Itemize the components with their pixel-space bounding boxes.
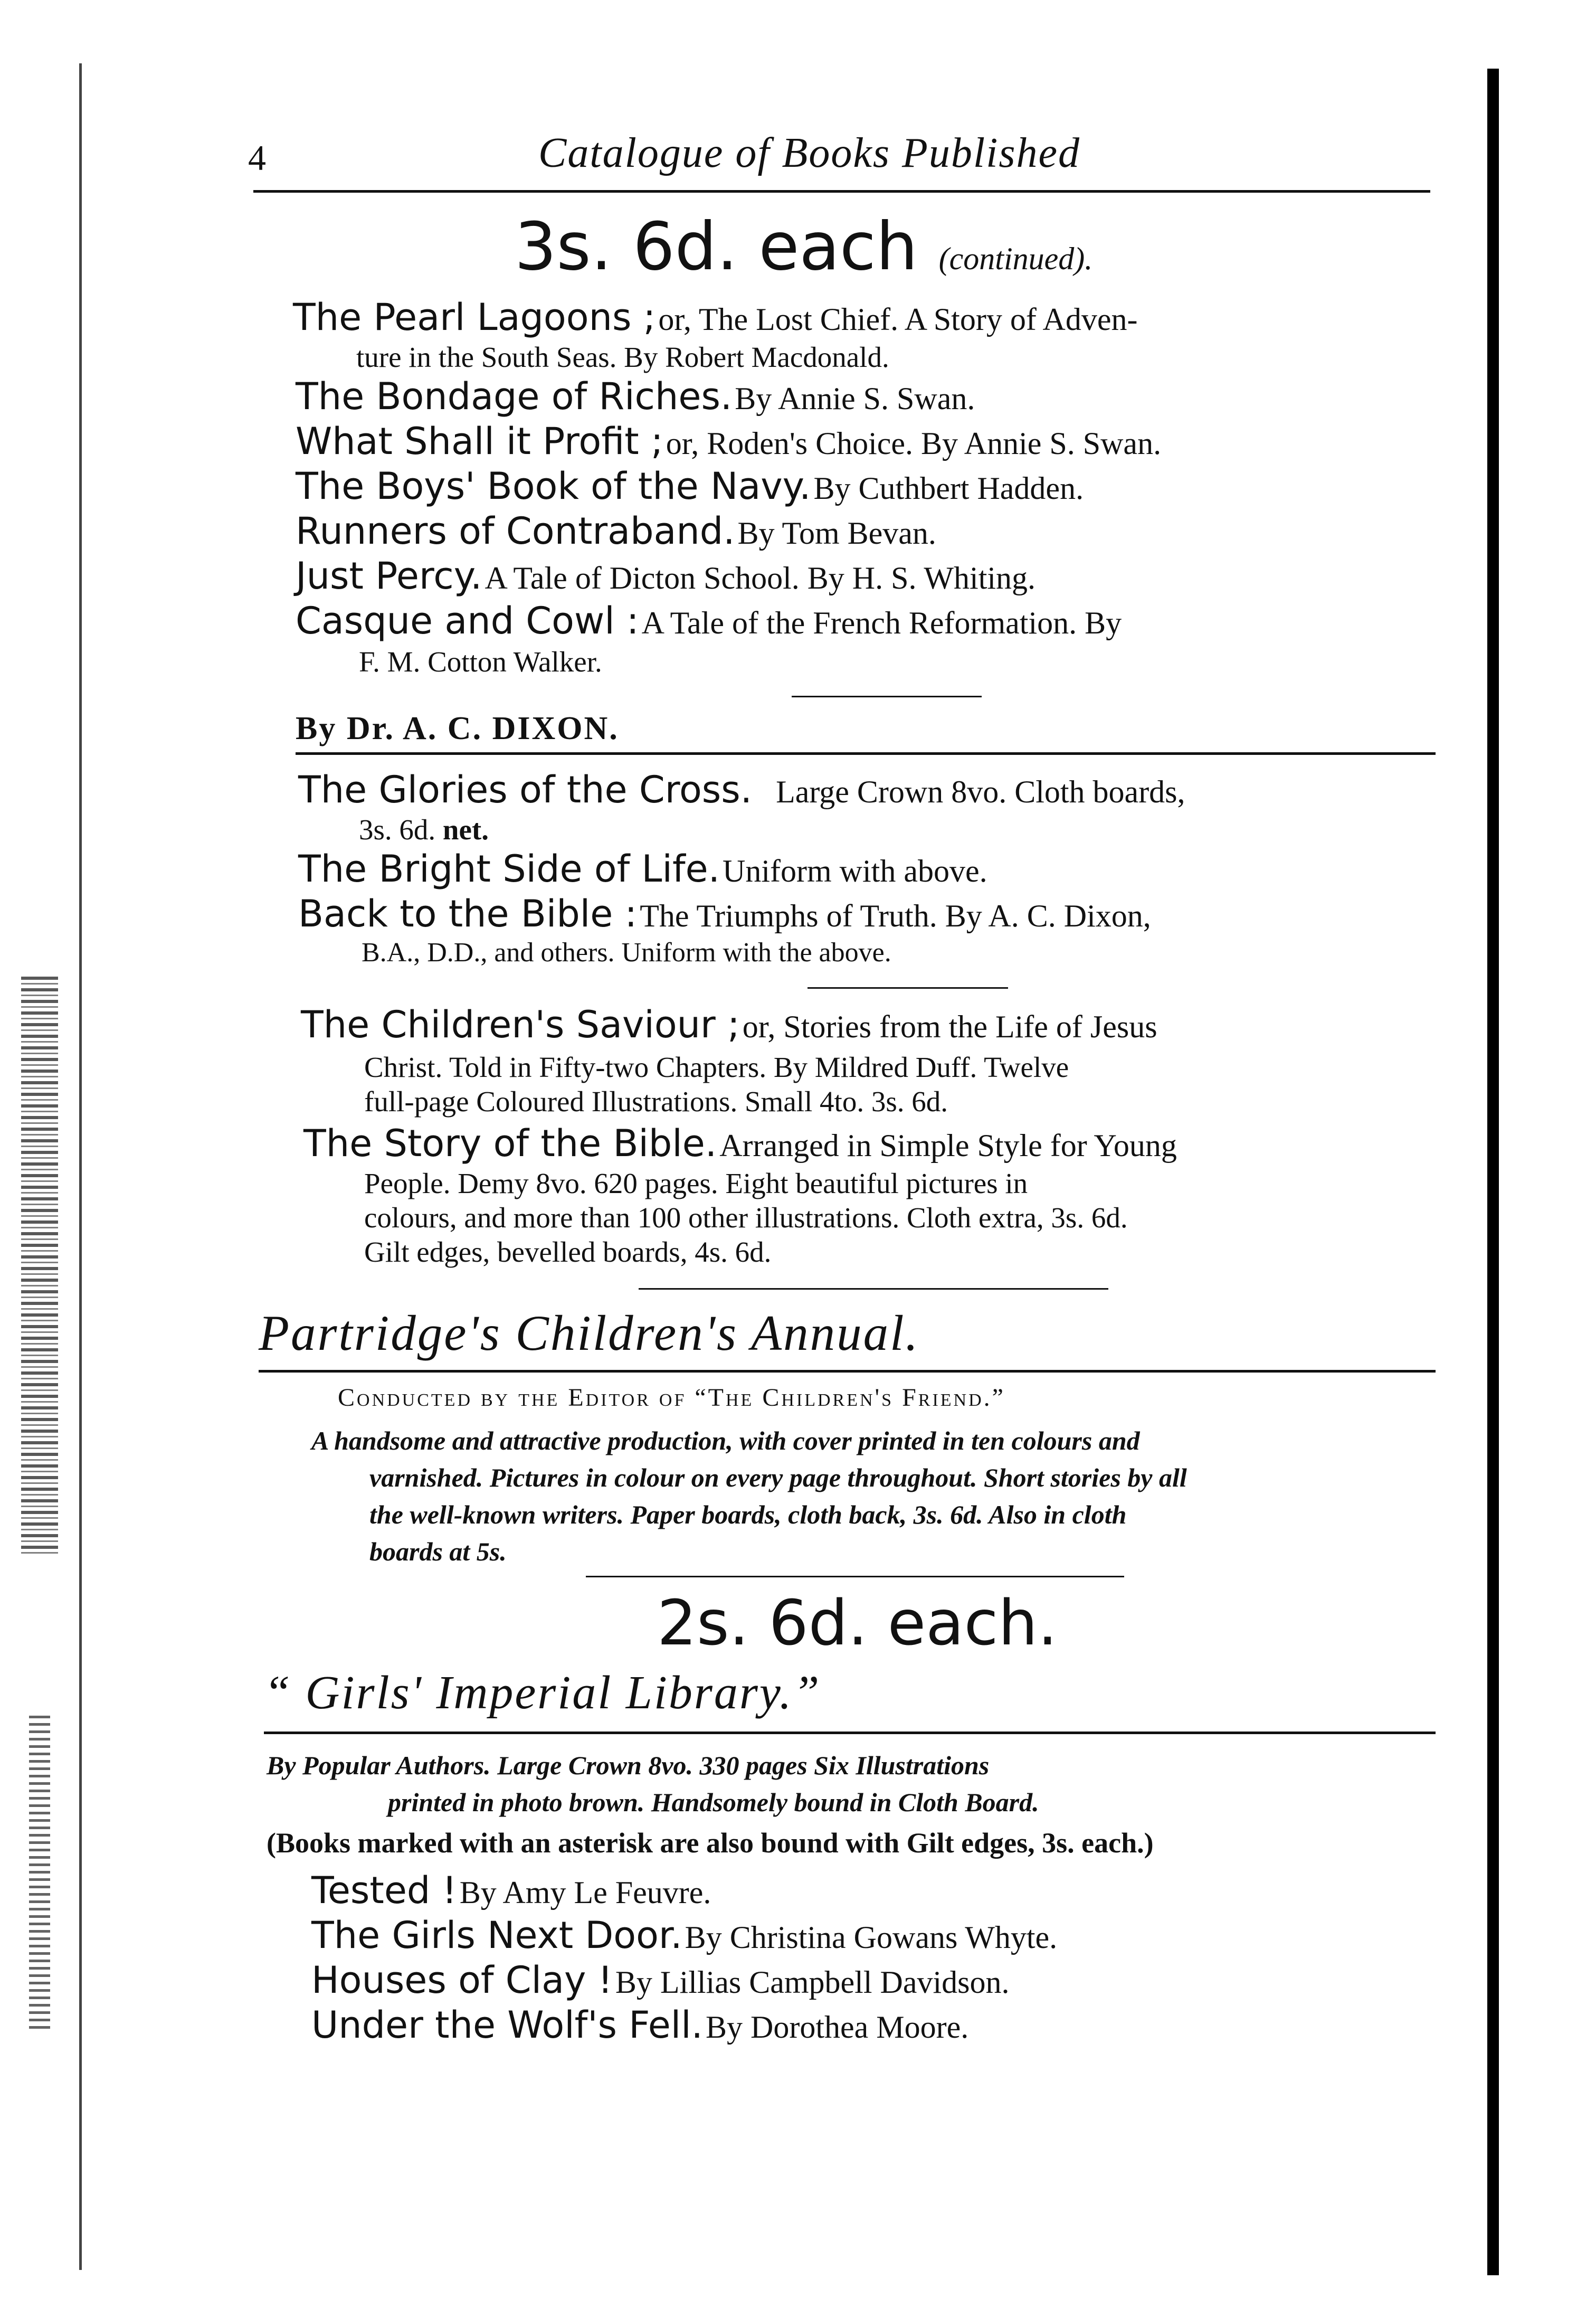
entry-desc: By Dorothea Moore. <box>706 2010 969 2045</box>
entry-story-of-the-bible <box>303 1122 1177 1165</box>
entry-desc: By Amy Le Feuvre. <box>459 1875 711 1910</box>
price-net: net. <box>442 813 489 846</box>
entry-continuation: People. Demy 8vo. 620 pages. Eight beautiful pictures in <box>364 1167 1028 1199</box>
entry-continuation: Christ. Told in Fifty-two Chapters. By Mildred Duff. Twelve <box>364 1051 1069 1083</box>
entry-desc: or, The Lost Chief. A Story of Adven- <box>658 302 1138 337</box>
library-intro-line: printed in photo brown. Handsomely bound in Cloth Board. <box>388 1787 1039 1817</box>
author-heading-rule <box>296 752 1436 755</box>
entry-continuation: ture in the South Seas. By Robert Macdonald. <box>356 341 889 373</box>
entry-continuation: colours, and more than 100 other illustrations. Cloth extra, 3s. 6d. <box>364 1201 1128 1234</box>
entry-desc: or, Roden's Choice. By Annie S. Swan. <box>666 426 1162 461</box>
entry-desc: A Tale of the French Reformation. By <box>641 606 1122 640</box>
entry-continuation <box>359 813 489 846</box>
entry-glories-of-the-cross <box>298 768 1185 811</box>
entry-desc: A Tale of Dicton School. By H. S. Whiting. <box>484 561 1036 595</box>
entry-boys-book-navy <box>296 465 1084 508</box>
entry-continuation: B.A., D.D., and others. Uniform with the above. <box>362 938 891 968</box>
annual-heading: Partridge's Children's Annual. <box>259 1305 920 1361</box>
page-number: 4 <box>248 138 266 178</box>
entry-title: Casque and Cowl : <box>296 599 639 642</box>
binding-edge-right <box>1487 69 1499 2275</box>
entry-desc: By Christina Gowans Whyte. <box>685 1920 1058 1955</box>
entry-childrens-saviour <box>301 1003 1157 1046</box>
scan-noise-left-lower <box>29 1716 50 2032</box>
entry-title: The Bright Side of Life. <box>298 847 720 891</box>
entry-title: Back to the Bible : <box>298 892 638 935</box>
library-intro-line: By Popular Authors. Large Crown 8vo. 330 pages Six Illustrations <box>267 1751 990 1780</box>
entry-title: Houses of Clay ! <box>311 1959 613 2002</box>
annual-heading-rule <box>259 1370 1436 1373</box>
entry-bright-side-of-life <box>298 847 987 891</box>
author-heading-dixon: By Dr. A. C. DIXON. <box>296 711 619 746</box>
entry-desc: Large Crown 8vo. Cloth boards, <box>776 774 1185 809</box>
library-title-rule <box>264 1732 1436 1734</box>
entry-desc: By Cuthbert Hadden. <box>813 471 1084 506</box>
annual-body-line: varnished. Pictures in colour on every page throughout. Short stories by all <box>369 1463 1187 1492</box>
entry-what-shall-it-profit <box>296 420 1161 463</box>
entry-desc: Arranged in Simple Style for Young <box>719 1128 1177 1163</box>
divider <box>808 987 1008 989</box>
divider <box>639 1288 1108 1290</box>
entry-under-the-wolfs-fell <box>311 2003 968 2047</box>
entry-tested <box>311 1869 711 1912</box>
scan-noise-left <box>21 977 58 1557</box>
entry-title: The Bondage of Riches. <box>296 375 733 418</box>
library-title: “ Girls' Imperial Library.” <box>264 1667 821 1719</box>
entry-title: Under the Wolf's Fell. <box>311 2003 703 2047</box>
entry-continuation: full-page Coloured Illustrations. Small 4to. 3s. 6d. <box>364 1085 948 1118</box>
header-rule <box>253 190 1430 193</box>
entry-just-percy <box>296 554 1036 598</box>
entry-desc: By Lillias Campbell Davidson. <box>615 1965 1010 2000</box>
annual-body-line: the well-known writers. Paper boards, cloth back, 3s. 6d. Also in cloth <box>369 1500 1127 1529</box>
entry-title: Tested ! <box>311 1869 457 1912</box>
binding-edge-left <box>79 63 82 2270</box>
price: 3s. 6d. <box>359 813 436 846</box>
entry-title: What Shall it Profit ; <box>296 420 663 463</box>
section-heading-note: (continued). <box>938 241 1093 276</box>
entry-girls-next-door <box>311 1914 1057 1957</box>
library-note-text: (Books marked with an asterisk are also bound with Gilt edges, 3s. each.) <box>267 1827 1154 1859</box>
entry-desc: By Annie S. Swan. <box>735 381 975 416</box>
entry-title: Just Percy. <box>296 554 482 598</box>
entry-title: The Pearl Lagoons ; <box>293 296 656 339</box>
entry-title: The Glories of the Cross. <box>298 768 752 811</box>
divider <box>792 696 982 697</box>
entry-title: The Girls Next Door. <box>311 1914 682 1957</box>
entry-back-to-the-bible <box>298 892 1151 935</box>
entry-desc: Uniform with above. <box>723 854 987 888</box>
entry-houses-of-clay <box>311 1959 1009 2002</box>
section-heading-3s6d <box>515 209 1092 285</box>
entry-title: The Boys' Book of the Navy. <box>296 465 811 508</box>
annual-body-line: boards at 5s. <box>369 1537 507 1566</box>
annual-subheading: Conducted by the Editor of “The Children's Friend.” <box>338 1384 1005 1412</box>
annual-body-line: A handsome and attractive production, with cover printed in ten colours and <box>311 1426 1140 1455</box>
entry-runners-of-contraband <box>296 509 936 553</box>
entry-continuation: Gilt edges, bevelled boards, 4s. 6d. <box>364 1236 772 1268</box>
entry-desc: The Triumphs of Truth. By A. C. Dixon, <box>640 898 1151 933</box>
entry-title: The Story of the Bible. <box>303 1122 717 1165</box>
library-note <box>267 1827 1154 1859</box>
entry-casque-and-cowl <box>296 599 1122 642</box>
section-heading-2s6d: 2s. 6d. each. <box>657 1586 1058 1659</box>
entry-desc: By Tom Bevan. <box>737 516 936 551</box>
section-heading-text: 3s. 6d. each <box>515 209 918 285</box>
running-title: Catalogue of Books Published <box>538 130 1081 176</box>
entry-continuation: F. M. Cotton Walker. <box>359 646 602 678</box>
entry-pearl-lagoons <box>293 296 1137 339</box>
entry-title: Runners of Contraband. <box>296 509 735 553</box>
entry-bondage-of-riches <box>296 375 975 418</box>
divider <box>586 1576 1124 1577</box>
entry-title: The Children's Saviour ; <box>301 1003 740 1046</box>
entry-desc: or, Stories from the Life of Jesus <box>742 1009 1157 1044</box>
